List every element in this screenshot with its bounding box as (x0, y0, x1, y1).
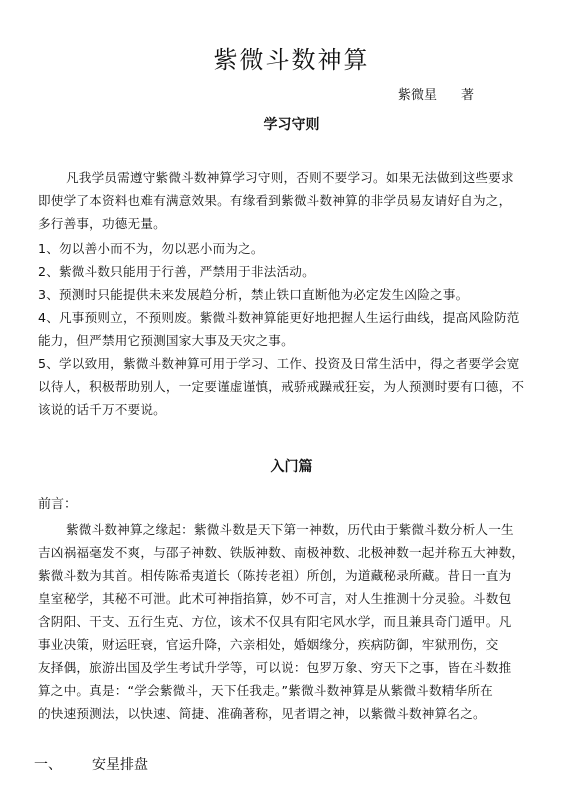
intro-line: 即使学了本资料也难有满意效果。有缘看到紫微斗数神算的非学员易友请好自为之， (38, 193, 512, 208)
section-heading (34, 754, 148, 774)
preface-line: 事业决策，财运旺衰，官运升降，六亲相处，婚姻缘分，疾病防御，牢狱刑伤，交 (38, 637, 499, 652)
document-title: 紫微斗数神算 (213, 46, 370, 74)
rule-line: 以待人，积极帮助别人，一定要谨虚谨慎，戒骄戒躁戒狂妄，为人预测时要有口德，不 (38, 379, 525, 394)
rule-line: 该说的话千万不要说。 (38, 402, 166, 417)
intro-line: 凡我学员需遵守紫微斗数神算学习守则，否则不要学习。如果无法做到这些要求 (66, 170, 514, 185)
rule-line: 1、勿以善小而不为，勿以恶小而为之。 (38, 241, 264, 256)
preface-line: 友择偶，旅游出国及学生考试升学等，可以说：包罗万象、穷天下之事，皆在斗数推 (38, 660, 512, 675)
preface-line: 紫微斗数神算之缘起：紫微斗数是天下第一神数，历代由于紫微斗数分析人一生 (66, 522, 514, 537)
author-name: 紫微星 (398, 88, 438, 103)
preface-line: 算之中。真是：“学会紫微斗，天下任我走。”紫微斗数神算是从紫微斗数精华所在 (38, 683, 493, 698)
rule-line: 能力，但严禁用它预测国家大事及天灾之事。 (38, 333, 294, 348)
rule-line: 4、凡事预则立，不预则废。紫微斗数神算能更好地把握人生运行曲线，提高风险防范 (38, 310, 520, 325)
author-line (398, 84, 474, 103)
rule-line: 5、学以致用，紫微斗数神算可用于学习、工作、投资及日常生活中，得之者要学会宽 (38, 356, 520, 371)
rule-line: 2、紫微斗数只能用于行善，严禁用于非法活动。 (38, 264, 315, 279)
preface-line: 的快速预测法，以快速、简捷、准确著称，见者谓之神，以紫微斗数神算名之。 (38, 706, 486, 721)
rule-line: 3、预测时只能提供未来发展趋分析，禁止铁口直断他为必定发生凶险之事。 (38, 287, 469, 302)
section-number: 一、 (34, 757, 62, 773)
preface-line: 紫微斗数为其首。相传陈希夷道长（陈抟老祖）所创，为道藏秘录所藏。昔日一直为 (38, 568, 512, 583)
heading-study-rules: 学习守则 (263, 117, 320, 133)
preface-line: 皇室秘学，其秘不可泄。此术可神指掐算，妙不可言，对人生推测十分灵验。斗数包 (38, 591, 512, 606)
preface-label: 前言： (38, 497, 78, 512)
section-title: 安星排盘 (92, 757, 148, 773)
preface-paragraph (38, 518, 558, 725)
author-role: 著 (461, 88, 475, 103)
preface-line: 含阴阳、干支、五行生克、方位，该术不仅具有阳宅风水学，而且兼具奇门遁甲。凡 (38, 614, 512, 629)
preface-line: 吉凶祸福毫发不爽，与邵子神数、铁版神数、南极神数、北极神数一起并称五大神数， (38, 545, 525, 560)
rules-list (38, 237, 558, 421)
intro-paragraph (38, 166, 558, 235)
intro-line: 多行善事，功德无量。 (38, 216, 166, 231)
heading-introduction: 入门篇 (270, 459, 313, 475)
